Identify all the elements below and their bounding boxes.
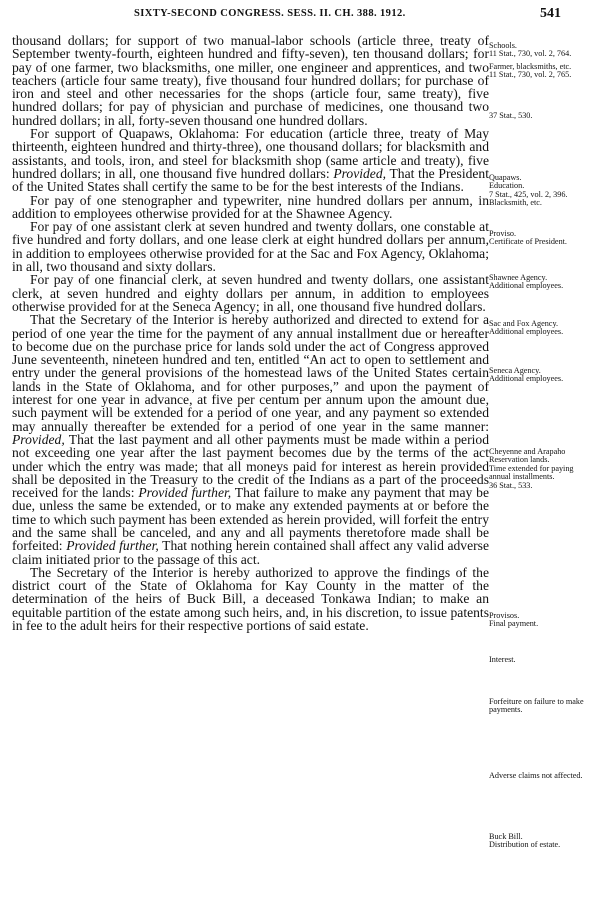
margin-note-line: Additional employees. bbox=[489, 374, 564, 384]
margin-note-line: 37 Stat., 530. bbox=[489, 111, 533, 120]
paragraph-text: That the Secretary of the Interior is hereby authorized and directed to extend for a period of one year the time for the payment of any annual installment due or hereafter to become due on the purchase price for lands sold under the act of Congress approved June seventeenth, nineteen hundred and ten, entitled “An act to open to settlement and entry under the general provisions of the homestead laws of the United States certain lands in the State of Oklahoma, and for other purposes,” and upon the payment of interest for one year in advance, at five per centum per annum upon the amount due, such payment will be extended for a period of one year, and any payment so extended may annually thereafter be extended for a period of one year in the same manner: bbox=[12, 312, 489, 434]
margin-note bbox=[489, 230, 597, 247]
margin-note-line: 7 Stat., 425, vol. 2, 396. bbox=[489, 189, 568, 199]
paragraph-text: For pay of one financial clerk, at seven hundred and twenty dollars, one assistant clerk, at seven hundred and eighty dollars per annum, in addition to employees otherwise provided for at the Seneca Agency; in all, one thousand five hundred dollars. bbox=[12, 272, 489, 314]
paragraph-text: For support of Quapaws, Oklahoma: For education (article three, treaty of May thirteenth, eighteen hundred and thirty-three), one thousand dollars; for blacksmith and assistants, and tools, iron, and steel for blacksmith shop (same article and treaty), five hundred dollars; in all, one thousand five hundred dollars: bbox=[12, 126, 489, 181]
paragraph bbox=[12, 194, 489, 221]
paragraph-text: That failure to make any payment that may be due, unless the same be extended, or to make any extended payments at or before the time to which such payment has been extended as herein provided, will forfeit the entry and the same shall be canceled, and any and all payments theretofore made shall be forfeited: bbox=[12, 485, 490, 554]
margin-note-line: Final payment. bbox=[489, 619, 539, 629]
proviso-text: Provided, bbox=[12, 431, 65, 447]
margin-note bbox=[489, 448, 597, 490]
paragraph-text: That the President of the United States shall certify the same to be for the best interests of the Indians. bbox=[12, 165, 489, 195]
page-number: 541 bbox=[540, 6, 561, 21]
margin-note bbox=[489, 320, 597, 337]
paragraph bbox=[12, 220, 489, 273]
margin-note-line: Distribution of estate. bbox=[489, 840, 561, 850]
margin-note-line: Proviso. bbox=[489, 229, 517, 238]
margin-note-line: Quapaws. bbox=[489, 173, 522, 182]
margin-note bbox=[489, 612, 597, 629]
paragraph-text: For pay of one stenographer and typewriter, nine hundred dollars per annum, in addition to employees otherwise provided for at the Shawnee Agency. bbox=[12, 192, 489, 221]
margin-note bbox=[489, 174, 597, 208]
margin-note-line: Seneca Agency. bbox=[489, 366, 541, 375]
margin-note-line: Forfeiture on failure to make payments. bbox=[489, 697, 584, 715]
margin-note-line: Blacksmith, etc. bbox=[489, 198, 542, 208]
margin-note bbox=[489, 656, 597, 664]
paragraph bbox=[12, 313, 489, 566]
margin-note-line: Schools. bbox=[489, 41, 517, 50]
margin-note bbox=[489, 833, 597, 850]
margin-note-line: Additional employees. bbox=[489, 327, 564, 337]
paragraph bbox=[12, 566, 489, 632]
margin-note-line: Farmer, blacksmiths, etc. bbox=[489, 62, 572, 71]
margin-note-line: Certificate of President. bbox=[489, 237, 567, 247]
margin-note-line: Time extended for paying annual installments. bbox=[489, 463, 574, 482]
margin-note bbox=[489, 367, 597, 384]
margin-note bbox=[489, 42, 597, 59]
margin-note bbox=[489, 112, 597, 120]
margin-note-line: Shawnee Agency. bbox=[489, 273, 548, 282]
running-title: SIXTY-SECOND CONGRESS. SESS. II. CH. 388. 1912. bbox=[134, 8, 406, 19]
margin-note-line: Provisos. bbox=[489, 611, 520, 620]
margin-note-line: Additional employees. bbox=[489, 281, 564, 291]
margin-note-line: Adverse claims not affected. bbox=[489, 771, 583, 780]
margin-note bbox=[489, 63, 597, 80]
paragraph bbox=[12, 34, 489, 127]
margin-note bbox=[489, 772, 597, 780]
proviso-text: Provided, bbox=[333, 165, 387, 181]
margin-note-line: 11 Stat., 730, vol. 2, 765. bbox=[489, 70, 572, 80]
proviso-text: Provided further, bbox=[138, 485, 232, 501]
paragraph-text: That the last payment and all other payments must be made within a period not exceeding one year after the last payment becomes due by the terms of the act under which the entry was made; that all moneys paid for interest as herein provided shall be deposited in the Treasury to the credit of the Indians as a part of the proceeds received for the lands: bbox=[12, 431, 489, 501]
margin-note-line: Cheyenne and Arapaho Reservation lands. bbox=[489, 447, 566, 465]
margin-note bbox=[489, 274, 597, 291]
paragraph bbox=[12, 127, 489, 193]
margin-note-line: Interest. bbox=[489, 655, 516, 664]
paragraph-text: thousand dollars; for support of two manual-labor schools (article three, treaty of September twenty-fourth, eighteen hundred and fifty-seven), ten thousand dollars; for pay of one farmer, two blacksmiths, one miller, one engineer and apprentices, and two teachers (article four same treaty), five thousand four hundred dollars; for purchase of iron and steel and other necessaries for the shops (article four, same treaty), five hundred dollars; for pay of physician and purchase of medicines, one thousand two hundred dollars; in all, forty-seven thousand one hundred dollars. bbox=[12, 33, 489, 128]
statute-text bbox=[12, 34, 489, 632]
running-header bbox=[0, 8, 600, 28]
margin-note-line: 11 Stat., 730, vol. 2, 764. bbox=[489, 49, 572, 59]
margin-note bbox=[489, 698, 597, 715]
margin-note-line: Sac and Fox Agency. bbox=[489, 319, 559, 328]
paragraph-text: For pay of one assistant clerk at seven hundred and twenty dollars, one constable at five hundred and forty dollars, and one lease clerk at eight hundred dollars per annum, in addition to employees otherwise provided for at the Sac and Fox Agency, Oklahoma; in all, two thousand and sixty dollars. bbox=[12, 219, 489, 275]
margin-note-line: 36 Stat., 533. bbox=[489, 480, 533, 490]
paragraph-text: The Secretary of the Interior is hereby authorized to approve the findings of the district court of the State of Oklahoma for Kay County in the matter of the determination of the heirs of Buck Bill, a deceased Tonkawa Indian; to make an equitable partition of the estate among such heirs, and, in his discretion, to issue patents in fee to the adult heirs for their respective portions of said estate. bbox=[12, 564, 489, 634]
paragraph bbox=[12, 273, 489, 313]
margin-note-line: Buck Bill. bbox=[489, 832, 523, 841]
paragraph-text: That nothing herein contained shall affect any valid adverse claim initiated prior to the passage of this act. bbox=[12, 538, 489, 567]
proviso-text: Provided further, bbox=[66, 538, 159, 554]
margin-note-line: Education. bbox=[489, 181, 525, 191]
